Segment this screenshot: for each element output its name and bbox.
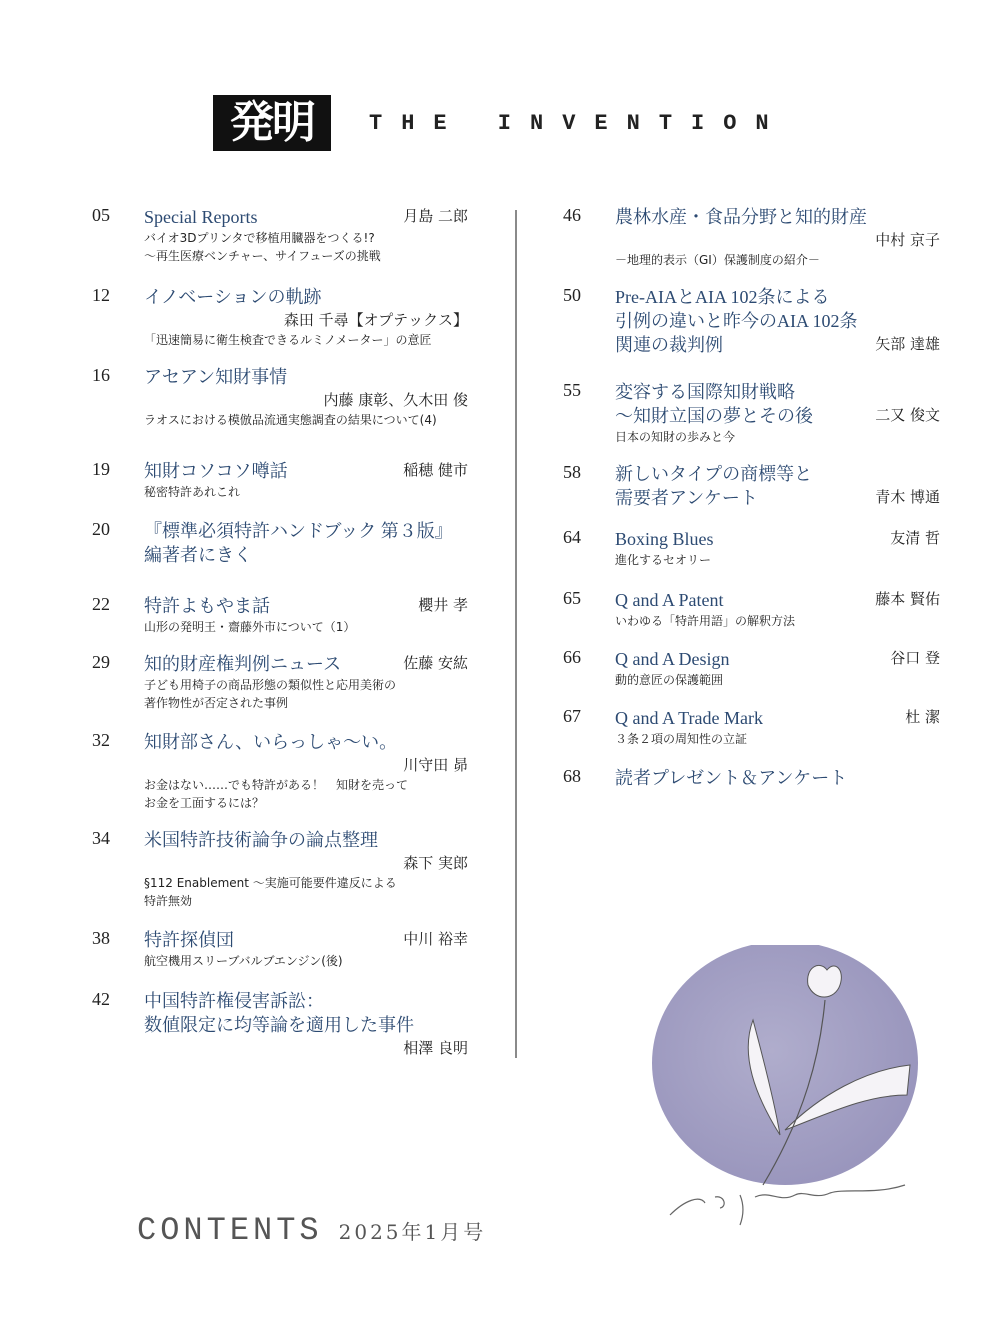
toc-entry[interactable]: [92, 652, 468, 712]
author-name: 二又 俊文: [875, 406, 940, 424]
page-number: 42: [92, 989, 110, 1009]
title-line: Boxing Blues: [615, 529, 714, 549]
page-number: 58: [563, 462, 581, 482]
author-name: 中川 裕幸: [403, 930, 468, 948]
subtitle-line: 特許無効: [144, 894, 193, 908]
author-name: 森田 千尋【オプテックス】: [283, 311, 468, 329]
page-number: 19: [92, 459, 110, 479]
article-subtitle: [144, 618, 468, 636]
page-number: 65: [563, 588, 581, 608]
page-number: 22: [92, 594, 110, 614]
subtitle-line: 進化するセオリー: [615, 553, 712, 567]
toc-entry[interactable]: [92, 519, 468, 567]
toc-entry[interactable]: [563, 462, 940, 510]
article-subtitle: [615, 671, 940, 689]
page-number: 50: [563, 285, 581, 305]
title-line: Special Reports: [144, 207, 258, 227]
title-line: 変容する国際知財戦略: [615, 382, 795, 402]
article-title[interactable]: [144, 285, 468, 309]
title-line: ～知財立国の夢とその後: [615, 406, 813, 426]
page-number: 29: [92, 652, 110, 672]
author-name: 月島 二郎: [403, 207, 468, 225]
title-line: Q and A Patent: [615, 590, 724, 610]
page-number: 68: [563, 766, 581, 786]
toc-entry[interactable]: [563, 588, 940, 630]
article-subtitle: [144, 229, 468, 265]
article-subtitle: [144, 331, 468, 349]
subtitle-line: ３条２項の周知性の立証: [615, 732, 748, 746]
author-name: 谷口 登: [890, 649, 940, 667]
subtitle-line: お金を工面するには？: [144, 796, 265, 810]
article-subtitle: [144, 411, 468, 429]
subtitle-line: お金はない……でも特許がある！ 知財を売って: [144, 778, 409, 792]
author-name: 友清 哲: [890, 529, 940, 547]
article-subtitle: [144, 874, 468, 910]
title-line: 農林水産・食品分野と知的財産: [615, 207, 867, 227]
subtitle-line: 日本の知財の歩みと今: [615, 430, 736, 444]
logo-text: 発明: [230, 97, 314, 148]
title-line: 新しいタイプの商標等と: [615, 464, 813, 484]
author-name: 杜 潔: [905, 708, 940, 726]
title-line: 関連の裁判例: [615, 335, 723, 355]
article-title[interactable]: [144, 365, 468, 389]
page-number: 46: [563, 205, 581, 225]
article-subtitle: [144, 676, 468, 712]
title-line: 編著者にきく: [144, 545, 252, 565]
subtitle-line: ラオスにおける模倣品流通実態調査の結果について(4): [144, 413, 437, 427]
title-line: 需要者アンケート: [615, 488, 758, 508]
article-subtitle: [615, 612, 940, 630]
flower-icon: [645, 945, 945, 1235]
title-line: Q and A Design: [615, 649, 730, 669]
title-line: 知財コソコソ噂話: [144, 461, 288, 481]
author-name: 川守田 昴: [403, 756, 468, 774]
toc-entry[interactable]: [563, 706, 940, 748]
title-line: Pre-AIAとAIA 102条による: [615, 287, 830, 307]
article-subtitle: [615, 428, 940, 446]
page-number: 66: [563, 647, 581, 667]
article-subtitle: [144, 952, 468, 970]
author-name: 藤本 賢佑: [875, 590, 940, 608]
article-title[interactable]: [144, 519, 468, 567]
toc-entry[interactable]: [563, 766, 940, 790]
article-title[interactable]: [615, 706, 940, 730]
author-name: 内藤 康彰、久木田 俊: [323, 391, 468, 409]
title-line: 米国特許技術論争の論点整理: [144, 830, 378, 850]
subtitle-line: 航空機用スリーブバルブエンジン(後): [144, 954, 343, 968]
subtitle-line: いわゆる「特許用語」の解釈方法: [615, 614, 796, 628]
article-title[interactable]: [144, 989, 468, 1037]
subtitle-line: 山形の発明王・齋藤外市について（1）: [144, 620, 356, 634]
toc-entry[interactable]: [563, 205, 940, 269]
author-name: 櫻井 孝: [418, 596, 468, 614]
page-number: 64: [563, 527, 581, 547]
logo: [213, 95, 331, 151]
author-name: 青木 博通: [875, 488, 940, 506]
article-subtitle: [615, 551, 940, 569]
toc-entry[interactable]: [92, 989, 468, 1059]
subtitle-line: 著作物性が否定された事例: [144, 696, 289, 710]
subtitle-line: 動的意匠の保護範囲: [615, 673, 724, 687]
title-line: 引例の違いと昨今のAIA 102条: [615, 311, 858, 331]
subtitle-line: 子ども用椅子の商品形態の類似性と応用美術の: [144, 678, 397, 692]
article-title[interactable]: [144, 828, 468, 852]
page-number: 16: [92, 365, 110, 385]
author-name: 矢部 達雄: [875, 335, 940, 353]
toc-entry[interactable]: [92, 459, 468, 501]
subtitle-line: 「迅速簡易に衛生検査できるルミノメーター」の意匠: [144, 333, 432, 347]
toc-entry[interactable]: [563, 527, 940, 569]
flower-illustration: [645, 945, 945, 1235]
author-name: 森下 実郎: [403, 854, 468, 872]
article-title[interactable]: [615, 766, 940, 790]
article-subtitle: [144, 483, 468, 501]
title-line: 数値限定に均等論を適用した事件: [144, 1015, 414, 1035]
article-subtitle: [615, 251, 940, 269]
column-divider: [515, 210, 517, 1058]
page-number: 34: [92, 828, 110, 848]
toc-entry[interactable]: [563, 285, 940, 357]
author-name: 相澤 良明: [403, 1039, 468, 1057]
page-number: 38: [92, 928, 110, 948]
subtitle-line: ～再生医療ベンチャー、サイフューズの挑戦: [144, 249, 381, 263]
issue-date: 2025年1月号: [338, 1220, 487, 1244]
author-name: 稲穂 健市: [403, 461, 468, 479]
title-line: 中国特許権侵害訴訟：: [144, 991, 324, 1011]
title-line: 読者プレゼント＆アンケート: [615, 768, 848, 788]
page-number: 55: [563, 380, 581, 400]
subtitle-line: 秘密特許あれこれ: [144, 485, 241, 499]
article-title[interactable]: [144, 730, 468, 754]
toc-entry[interactable]: [92, 285, 468, 349]
page-number: 67: [563, 706, 581, 726]
contents-footer: [137, 1212, 486, 1249]
title-line: 特許探偵団: [144, 930, 234, 950]
tagline: THE INVENTION: [369, 110, 788, 136]
title-line: Q and A Trade Mark: [615, 708, 763, 728]
toc-entry[interactable]: [92, 730, 468, 812]
author-name: 中村 京子: [875, 231, 940, 249]
page-number: 12: [92, 285, 110, 305]
title-line: 『標準必須特許ハンドブック 第３版』: [144, 521, 453, 541]
page-number: 20: [92, 519, 110, 539]
subtitle-line: バイオ3Dプリンタで移植用臓器をつくる!?: [144, 231, 375, 245]
toc-entry[interactable]: [563, 647, 940, 689]
toc-entry[interactable]: [92, 594, 468, 636]
article-subtitle: [615, 730, 940, 748]
article-subtitle: [144, 776, 468, 812]
toc-entry[interactable]: [92, 205, 468, 265]
title-line: イノベーションの軌跡: [144, 287, 322, 307]
subtitle-line: §112 Enablement ～実施可能要件違反による: [144, 876, 397, 890]
author-name: 佐藤 安紘: [403, 654, 468, 672]
title-line: アセアン知財事情: [144, 367, 288, 387]
masthead: [213, 94, 788, 152]
title-line: 知財部さん、いらっしゃ～い。: [144, 732, 398, 752]
subtitle-line: －地理的表示（GI）保護制度の紹介－: [615, 253, 820, 267]
toc-entry[interactable]: [563, 380, 940, 446]
page-number: 32: [92, 730, 110, 750]
toc-entry[interactable]: [92, 365, 468, 429]
title-line: 特許よもやま話: [144, 596, 270, 616]
page-number: 05: [92, 205, 110, 225]
contents-label: CONTENTS: [137, 1212, 323, 1249]
toc-entry[interactable]: [92, 928, 468, 970]
toc-entry[interactable]: [92, 828, 468, 910]
title-line: 知的財産権判例ニュース: [144, 654, 342, 674]
article-title[interactable]: [615, 205, 940, 229]
